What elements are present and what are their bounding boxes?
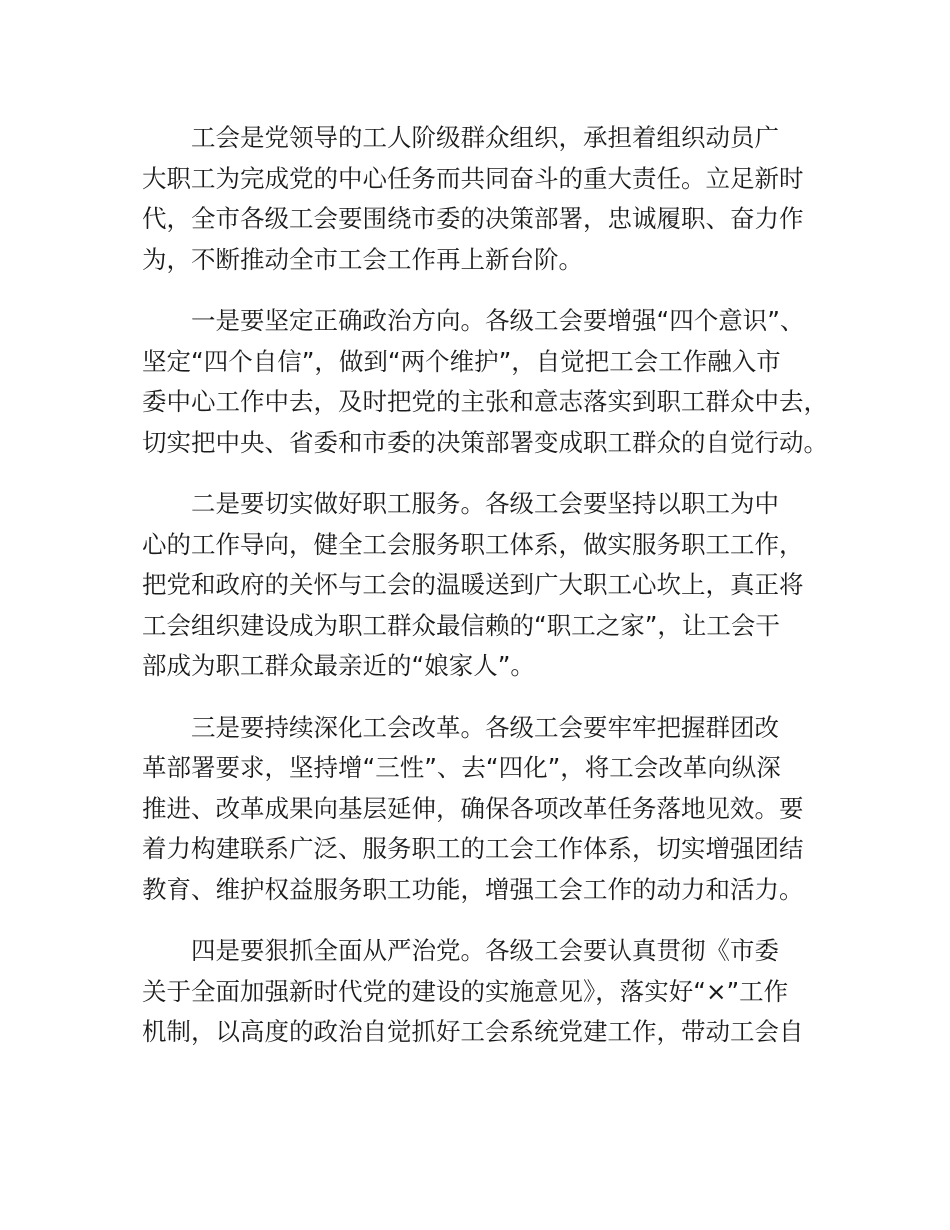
paragraph-party-governance	[142, 931, 832, 1053]
text-line: 关于全面加强新时代党的建设的实施意见》，落实好“×”工作	[142, 976, 789, 1006]
paragraph-worker-service	[142, 484, 832, 687]
text-line: 心的工作导向，健全工会服务职工体系，做实服务职工工作，	[142, 529, 804, 559]
text-line: 工会组织建设成为职工群众最信赖的“职工之家”，让工会干	[142, 610, 780, 640]
text-line: 委中心工作中去，及时把党的主张和意志落实到职工群众中去，	[142, 387, 828, 416]
text-line: 坚定“四个自信”，做到“两个维护”，自觉把工会工作融入市	[142, 346, 781, 376]
text-line: 教育、维护权益服务职工功能，增强工会工作的动力和活力。	[142, 874, 804, 904]
text-line: 为，不断推动全市工会工作再上新台阶。	[142, 244, 583, 274]
text-line: 着力构建联系广泛、服务职工的工会工作体系，切实增强团结	[142, 834, 804, 863]
text-line: 工会是党领导的工人阶级群众组织，承担着组织动员广	[191, 123, 779, 152]
text-line: 部成为职工群众最亲近的“娘家人”。	[142, 651, 535, 680]
text-line: 把党和政府的关怀与工会的温暖送到广大职工心坎上，真正将	[142, 570, 804, 599]
text-line: 三是要持续深化工会改革。各级工会要牢牢把握群团改	[191, 712, 779, 742]
text-line: 代，全市各级工会要围绕市委的决策部署，忠诚履职、奋力作	[142, 204, 804, 233]
text-line: 一是要坚定正确政治方向。各级工会要增强“四个意识”、	[191, 306, 805, 335]
text-line: 二是要切实做好职工服务。各级工会要坚持以职工为中	[191, 489, 779, 518]
paragraph-intro	[142, 118, 832, 280]
text-line: 推进、改革成果向基层延伸，确保各项改革任务落地见效。要	[142, 793, 804, 823]
document-body	[142, 118, 832, 1074]
text-line: 切实把中央、省委和市委的决策部署变成职工群众的自觉行动。	[142, 427, 828, 457]
text-line: 革部署要求，坚持增“三性”、去“四化”，将工会改革向纵深	[142, 753, 781, 782]
text-line: 四是要狠抓全面从严治党。各级工会要认真贯彻《市委	[191, 936, 779, 965]
paragraph-political-direction	[142, 301, 832, 463]
paragraph-union-reform	[142, 708, 832, 911]
text-line: 机制，以高度的政治自觉抓好工会系统党建工作，带动工会自	[142, 1017, 804, 1046]
text-line: 大职工为完成党的中心任务而共同奋斗的重大责任。立足新时	[142, 163, 804, 193]
